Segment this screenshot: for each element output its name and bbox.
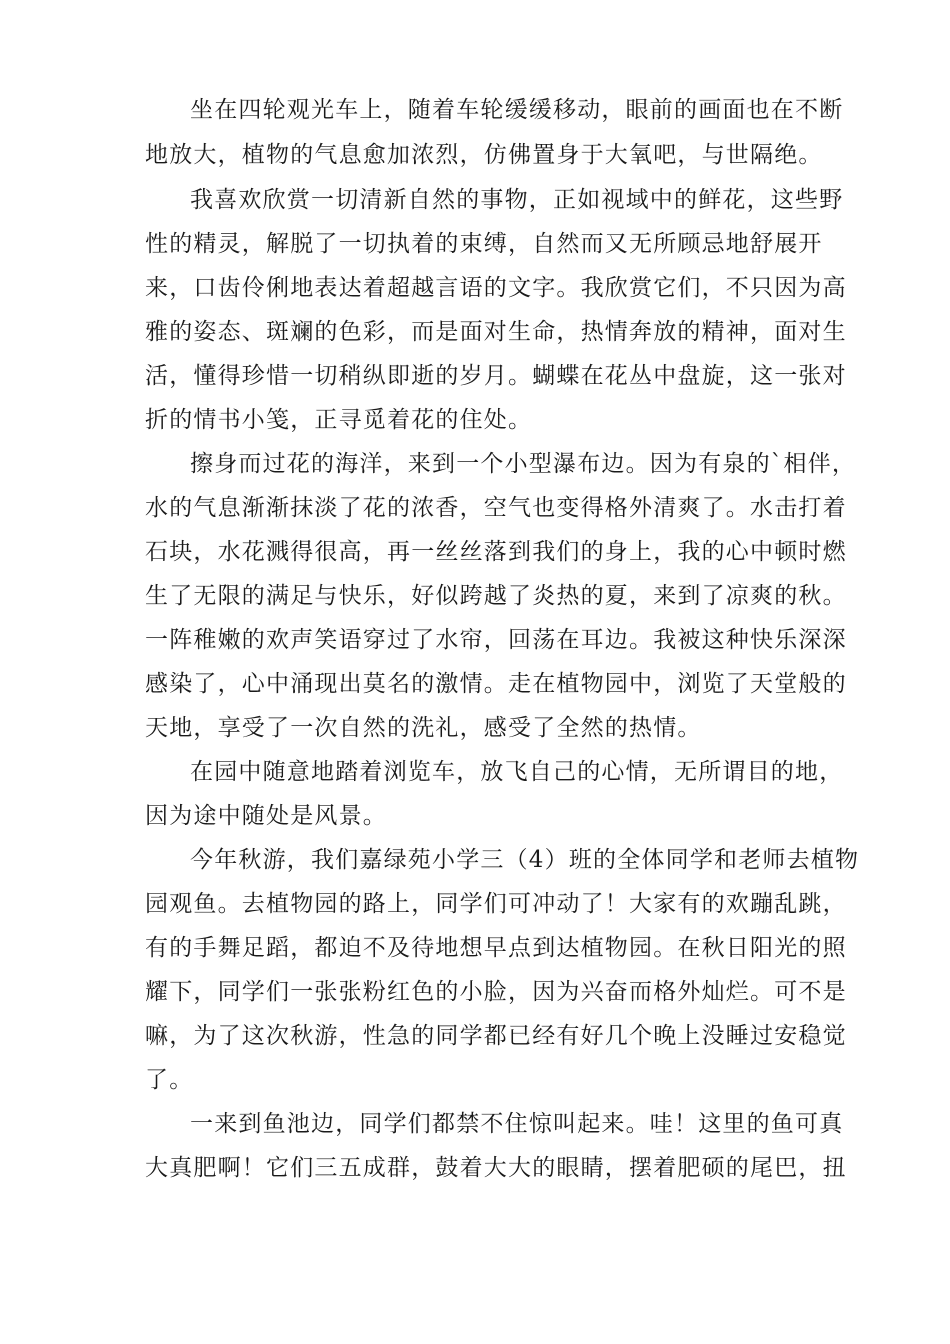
paragraph-2-line-5: 活，懂得珍惜一切稍纵即逝的岁月。蝴蝶在花丛中盘旋，这一张对 — [145, 363, 847, 389]
paragraph-5-line-4: 耀下，同学们一张张粉红色的小脸，因为兴奋而格外灿烂。可不是 — [145, 979, 847, 1005]
paragraph-2-line-3: 来，口齿伶俐地表达着超越言语的文字。我欣赏它们，不只因为高 — [145, 275, 847, 301]
paragraph-2-line-1: 我喜欢欣赏一切清新自然的事物，正如视域中的鲜花，这些野 — [190, 187, 844, 213]
paragraph-6-line-2: 大真肥啊！它们三五成群，鼓着大大的眼睛，摆着肥硕的尾巴，扭 — [145, 1155, 847, 1181]
paragraph-3-line-1: 擦身而过花的海洋，来到一个小型瀑布边。因为有泉的`相伴， — [190, 451, 857, 477]
paragraph-4-line-2: 因为途中随处是风景。 — [145, 803, 387, 829]
paragraph-3-line-4: 生了无限的满足与快乐，好似跨越了炎热的夏，来到了凉爽的秋。 — [145, 583, 847, 609]
paragraph-3-line-2: 水的气息渐渐抹淡了花的浓香，空气也变得格外清爽了。水击打着 — [145, 495, 847, 521]
paragraph-1-line-1: 坐在四轮观光车上，随着车轮缓缓移动，眼前的画面也在不断 — [190, 97, 844, 123]
paragraph-2-line-2: 性的精灵，解脱了一切执着的束缚，自然而又无所顾忌地舒展开 — [145, 231, 823, 257]
paragraph-5-line-1: 今年秋游，我们嘉绿苑小学三（4）班的全体同学和老师去植物 — [190, 847, 860, 873]
paragraph-5-line-2: 园观鱼。去植物园的路上，同学们可冲动了！大家有的欢蹦乱跳， — [145, 891, 847, 917]
paragraph-2-line-4: 雅的姿态、斑斓的色彩，而是面对生命，热情奔放的精神，面对生 — [145, 319, 847, 345]
paragraph-1-line-2: 地放大，植物的气息愈加浓烈，仿佛置身于大氧吧，与世隔绝。 — [145, 142, 823, 168]
paragraph-2-line-6: 折的情书小笺，正寻觅着花的住处。 — [145, 407, 533, 433]
paragraph-5-line-6: 了。 — [145, 1067, 194, 1093]
paragraph-3-line-6: 感染了，心中涌现出莫名的激情。走在植物园中，浏览了天堂般的 — [145, 671, 847, 697]
paragraph-5-line-3: 有的手舞足蹈，都迫不及待地想早点到达植物园。在秋日阳光的照 — [145, 935, 847, 961]
paragraph-3-line-5: 一阵稚嫩的欢声笑语穿过了水帘，回荡在耳边。我被这种快乐深深 — [145, 627, 847, 653]
paragraph-3-line-3: 石块，水花溅得很高，再一丝丝落到我们的身上，我的心中顿时燃 — [145, 539, 847, 565]
paragraph-3-line-7: 天地，享受了一次自然的洗礼，感受了全然的热情。 — [145, 715, 702, 741]
paragraph-5-line-5: 嘛，为了这次秋游，性急的同学都已经有好几个晚上没睡过安稳觉 — [145, 1023, 847, 1049]
paragraph-4-line-1: 在园中随意地踏着浏览车，放飞自己的心情，无所谓目的地， — [190, 759, 844, 785]
paragraph-6-line-1: 一来到鱼池边，同学们都禁不住惊叫起来。哇！这里的鱼可真 — [190, 1111, 844, 1137]
